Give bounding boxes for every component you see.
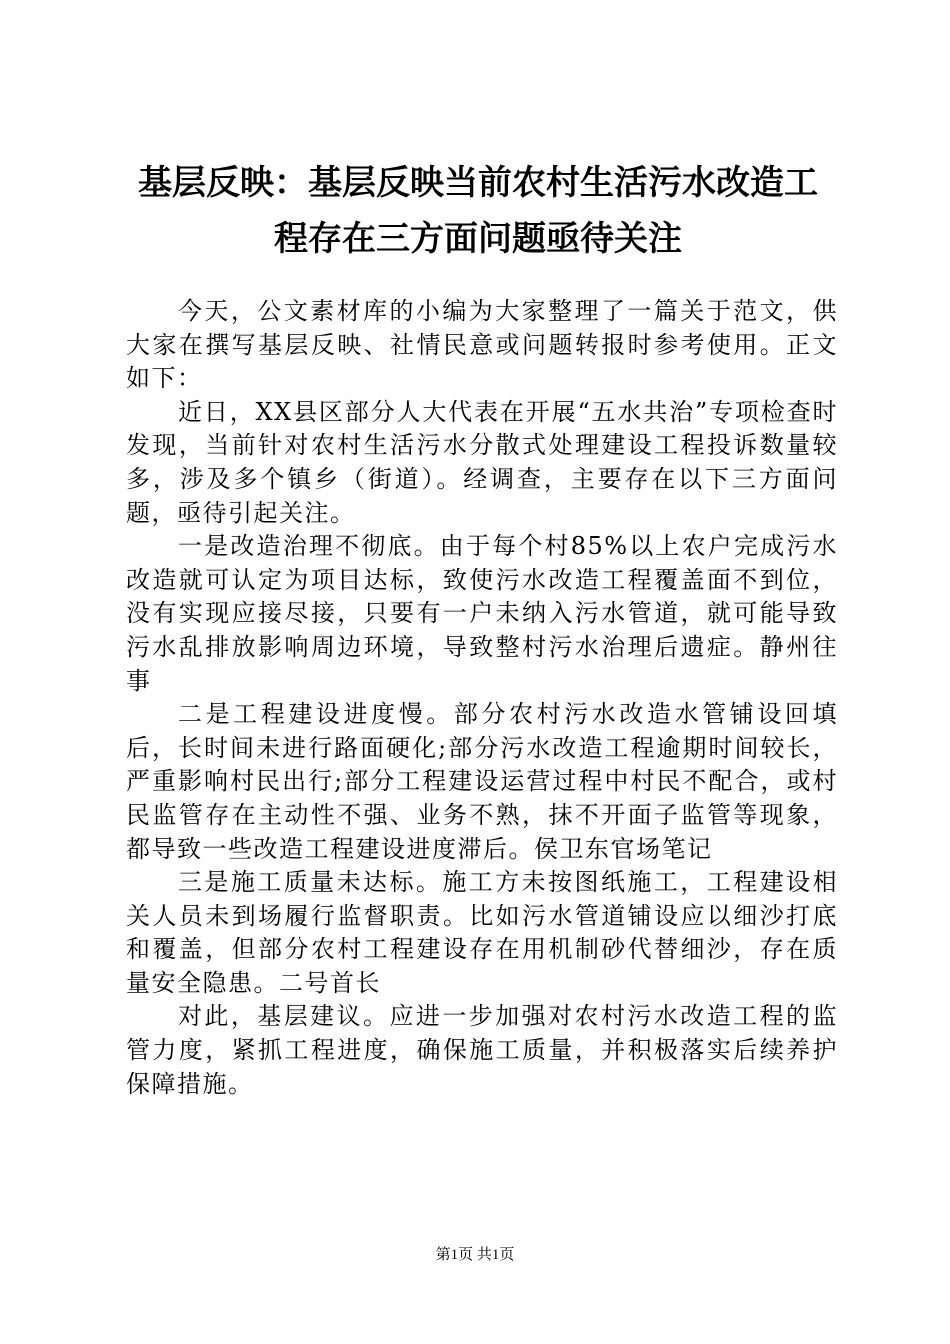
page-title-line-1: 基层反映：基层反映当前农村生活污水改造工 xyxy=(138,163,818,203)
page-title-line-2: 程存在三方面问题亟待关注 xyxy=(274,219,682,259)
paragraph-issue-one: 一是改造治理不彻底。由于每个村85%以上农户完成污水改造就可认定为项目达标，致使污水改造工程覆盖面不到位，没有实现应接尽接，只要有一户未纳入污水管道，就可能导致污水乱排放影响周边环境，导致整村污水治理后遗症。静州往事 xyxy=(126,532,838,695)
paragraph-issue-two: 二是工程建设进度慢。部分农村污水改造水管铺设回填后，长时间未进行路面硬化;部分污水改造工程逾期时间较长，严重影响村民出行;部分工程建设运营过程中村民不配合，或村民监管存在主动性不强、业务不熟，抹不开面子监管等现象，都导致一些改造工程建设进度滞后。侯卫东官场笔记 xyxy=(126,700,838,863)
paragraph-suggestion: 对此，基层建议。应进一步加强对农村污水改造工程的监管力度，紧抓工程进度，确保施工质量，并积极落实后续养护保障措施。 xyxy=(126,1002,838,1098)
paragraph-issue-three: 三是施工质量未达标。施工方未按图纸施工，工程建设相关人员未到场履行监督职责。比如污水管道铺设应以细沙打底和覆盖，但部分农村工程建设存在用机制砂代替细沙，存在质量安全隐患。二号首长 xyxy=(126,868,838,997)
paragraph-background: 近日，XX县区部分人大代表在开展“五水共治”专项检查时发现，当前针对农村生活污水分散式处理建设工程投诉数量较多，涉及多个镇乡（街道）。经调查，主要存在以下三方面问题，亟待引起关注。 xyxy=(126,397,838,527)
paragraph-intro: 今天，公文素材库的小编为大家整理了一篇关于范文，供大家在撰写基层反映、社情民意或问题转报时参考使用。正文如下： xyxy=(126,297,838,393)
document-body xyxy=(126,295,838,1101)
page-title xyxy=(118,155,838,267)
page-footer: 第1页 共1页 xyxy=(435,1247,515,1263)
